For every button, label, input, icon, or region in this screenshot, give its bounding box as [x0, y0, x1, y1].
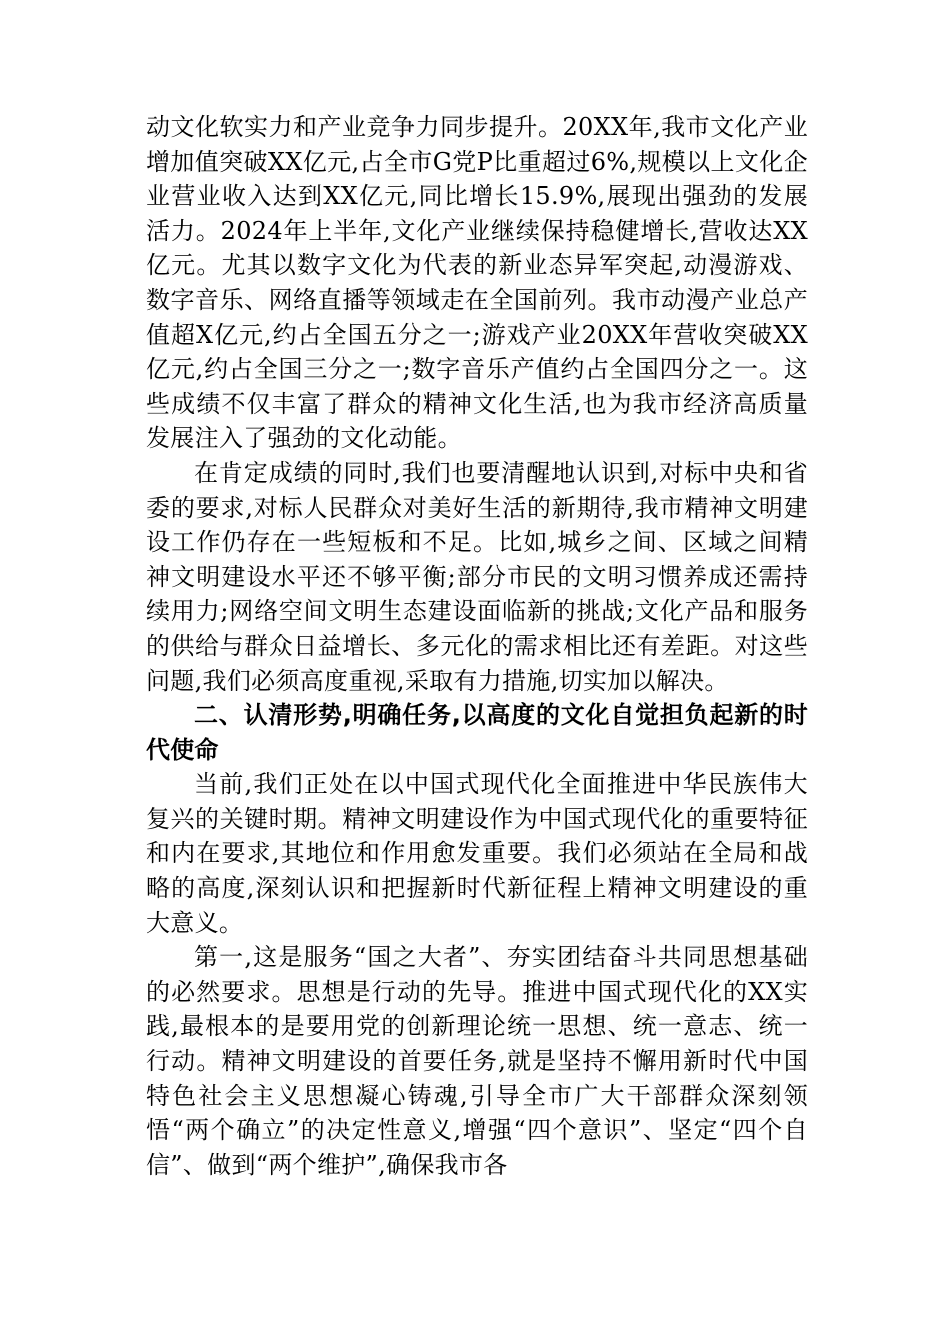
paragraph-current-situation: 当前,我们正处在以中国式现代化全面推进中华民族伟大复兴的关键时期。精神文明建设作为中国式现代化的重要特征和内在要求,其地位和作用愈发重要。我们必须站在全局和战略的高度,深刻认识和把握新时代新征程上精神文明建设的重大意义。	[146, 770, 808, 937]
section-heading-two: 二、认清形势,明确任务,以高度的文化自觉担负起新的时代使命	[146, 701, 808, 764]
paragraph-shortcomings: 在肯定成绩的同时,我们也要清醒地认识到,对标中央和省委的要求,对标人民群众对美好生活的新期待,我市精神文明建设工作仍存在一些短板和不足。比如,城乡之间、区域之间精神文明建设水平还不够平衡;部分市民的文明习惯养成还需持续用力;网络空间文明生态建设面临新的挑战;文化产品和服务的供给与群众日益增长、多元化的需求相比还有差距。对这些问题,我们必须高度重视,采取有力措施,切实加以解决。	[146, 458, 808, 695]
paragraph-first-point: 第一,这是服务“国之大者”、夯实团结奋斗共同思想基础的必然要求。思想是行动的先导。推进中国式现代化的XX实践,最根本的是要用党的创新理论统一思想、统一意志、统一行动。精神文明建设的首要任务,就是坚持不懈用新时代中国特色社会主义思想凝心铸魂,引导全市广大干部群众深刻领悟“两个确立”的决定性意义,增强“四个意识”、坚定“四个自信”、做到“两个维护”,确保我市各	[146, 943, 808, 1179]
document-body	[146, 110, 808, 1182]
paragraph-cultural-industry-achievements: 动文化软实力和产业竞争力同步提升。20XX年,我市文化产业增加值突破XX亿元,占全市G党P比重超过6%,规模以上文化企业营业收入达到XX亿元,同比增长15.9%,展现出强劲的发展活力。2024年上半年,文化产业继续保持稳健增长,营收达XX亿元。尤其以数字文化为代表的新业态异军突起,动漫游戏、数字音乐、网络直播等领域走在全国前列。我市动漫产业总产值超X亿元,约占全国五分之一;游戏产业20XX年营收突破XX亿元,约占全国三分之一;数字音乐产值约占全国四分之一。这些成绩不仅丰富了群众的精神文化生活,也为我市经济高质量发展注入了强劲的文化动能。	[146, 113, 808, 453]
